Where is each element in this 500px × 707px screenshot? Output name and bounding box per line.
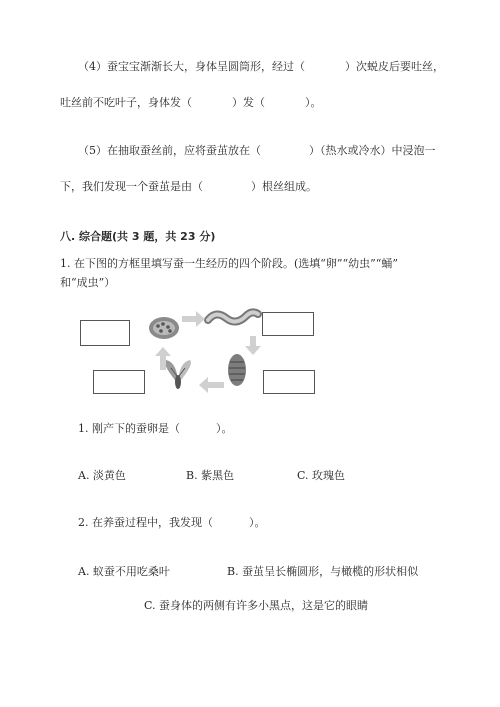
sub1-option-a[interactable]: A. 淡黄色 bbox=[78, 469, 126, 482]
q4-text-2c: ）。 bbox=[305, 96, 322, 109]
moth-icon bbox=[165, 360, 191, 389]
sub1-question-text-a: 1. 刚产下的蚕卵是（ bbox=[78, 422, 180, 435]
sub2-question-text-b: ）。 bbox=[249, 516, 266, 529]
q4-text-1a: （4）蚕宝宝渐渐长大，身体呈圆筒形，经过（ bbox=[78, 60, 305, 73]
sub2-question bbox=[78, 516, 266, 530]
q1-line-1: 1. 在下图的方框里填写蚕一生经历的四个阶段。(选填“卵”“幼虫”“蛹” bbox=[60, 257, 399, 270]
q1-line-2: 和“成虫”） bbox=[60, 276, 116, 289]
q5-text-2a: 下，我们发现一个蚕茧是由（ bbox=[60, 180, 203, 193]
q5-text-1b: ）（热水或冷水）中浸泡一 bbox=[309, 144, 436, 157]
egg-icon bbox=[149, 317, 179, 339]
larva-icon bbox=[208, 312, 258, 321]
sub2-option-c[interactable]: C. 蚕身体的两侧有许多小黑点，这是它的眼睛 bbox=[144, 599, 369, 612]
lifecycle-illustration bbox=[78, 300, 343, 400]
pupa-icon bbox=[228, 354, 246, 386]
q4-text-1b: ）次蜕皮后要吐丝， bbox=[345, 60, 444, 73]
sub1-question bbox=[78, 422, 233, 436]
sub2-option-a[interactable]: A. 蚁蚕不用吃桑叶 bbox=[78, 565, 170, 578]
q4-text-2b: ）发（ bbox=[232, 96, 265, 109]
sub2-question-text-a: 2. 在养蚕过程中，我发现（ bbox=[78, 516, 213, 529]
sub2-option-b[interactable]: B. 蚕茧呈长椭圆形，与橄榄的形状相似 bbox=[227, 565, 419, 578]
sub1-question-text-b: ）。 bbox=[216, 422, 233, 435]
q4-line-1 bbox=[78, 60, 444, 74]
q5-text-2b: ）根丝组成。 bbox=[251, 180, 317, 193]
q4-line-2 bbox=[60, 96, 322, 110]
q4-text-2a: 吐丝前不吃叶子，身体发（ bbox=[60, 96, 192, 109]
q5-text-1a: （5）在抽取蚕丝前，应将蚕茧放在（ bbox=[78, 144, 261, 157]
section-title: 八. 综合题(共 3 题，共 23 分) bbox=[60, 230, 216, 243]
sub1-option-b[interactable]: B. 紫黑色 bbox=[186, 469, 235, 482]
q5-line-2 bbox=[60, 180, 317, 194]
sub1-option-c[interactable]: C. 玫瑰色 bbox=[297, 469, 346, 482]
silkworm-lifecycle-diagram bbox=[78, 300, 343, 400]
q5-line-1 bbox=[78, 144, 436, 158]
